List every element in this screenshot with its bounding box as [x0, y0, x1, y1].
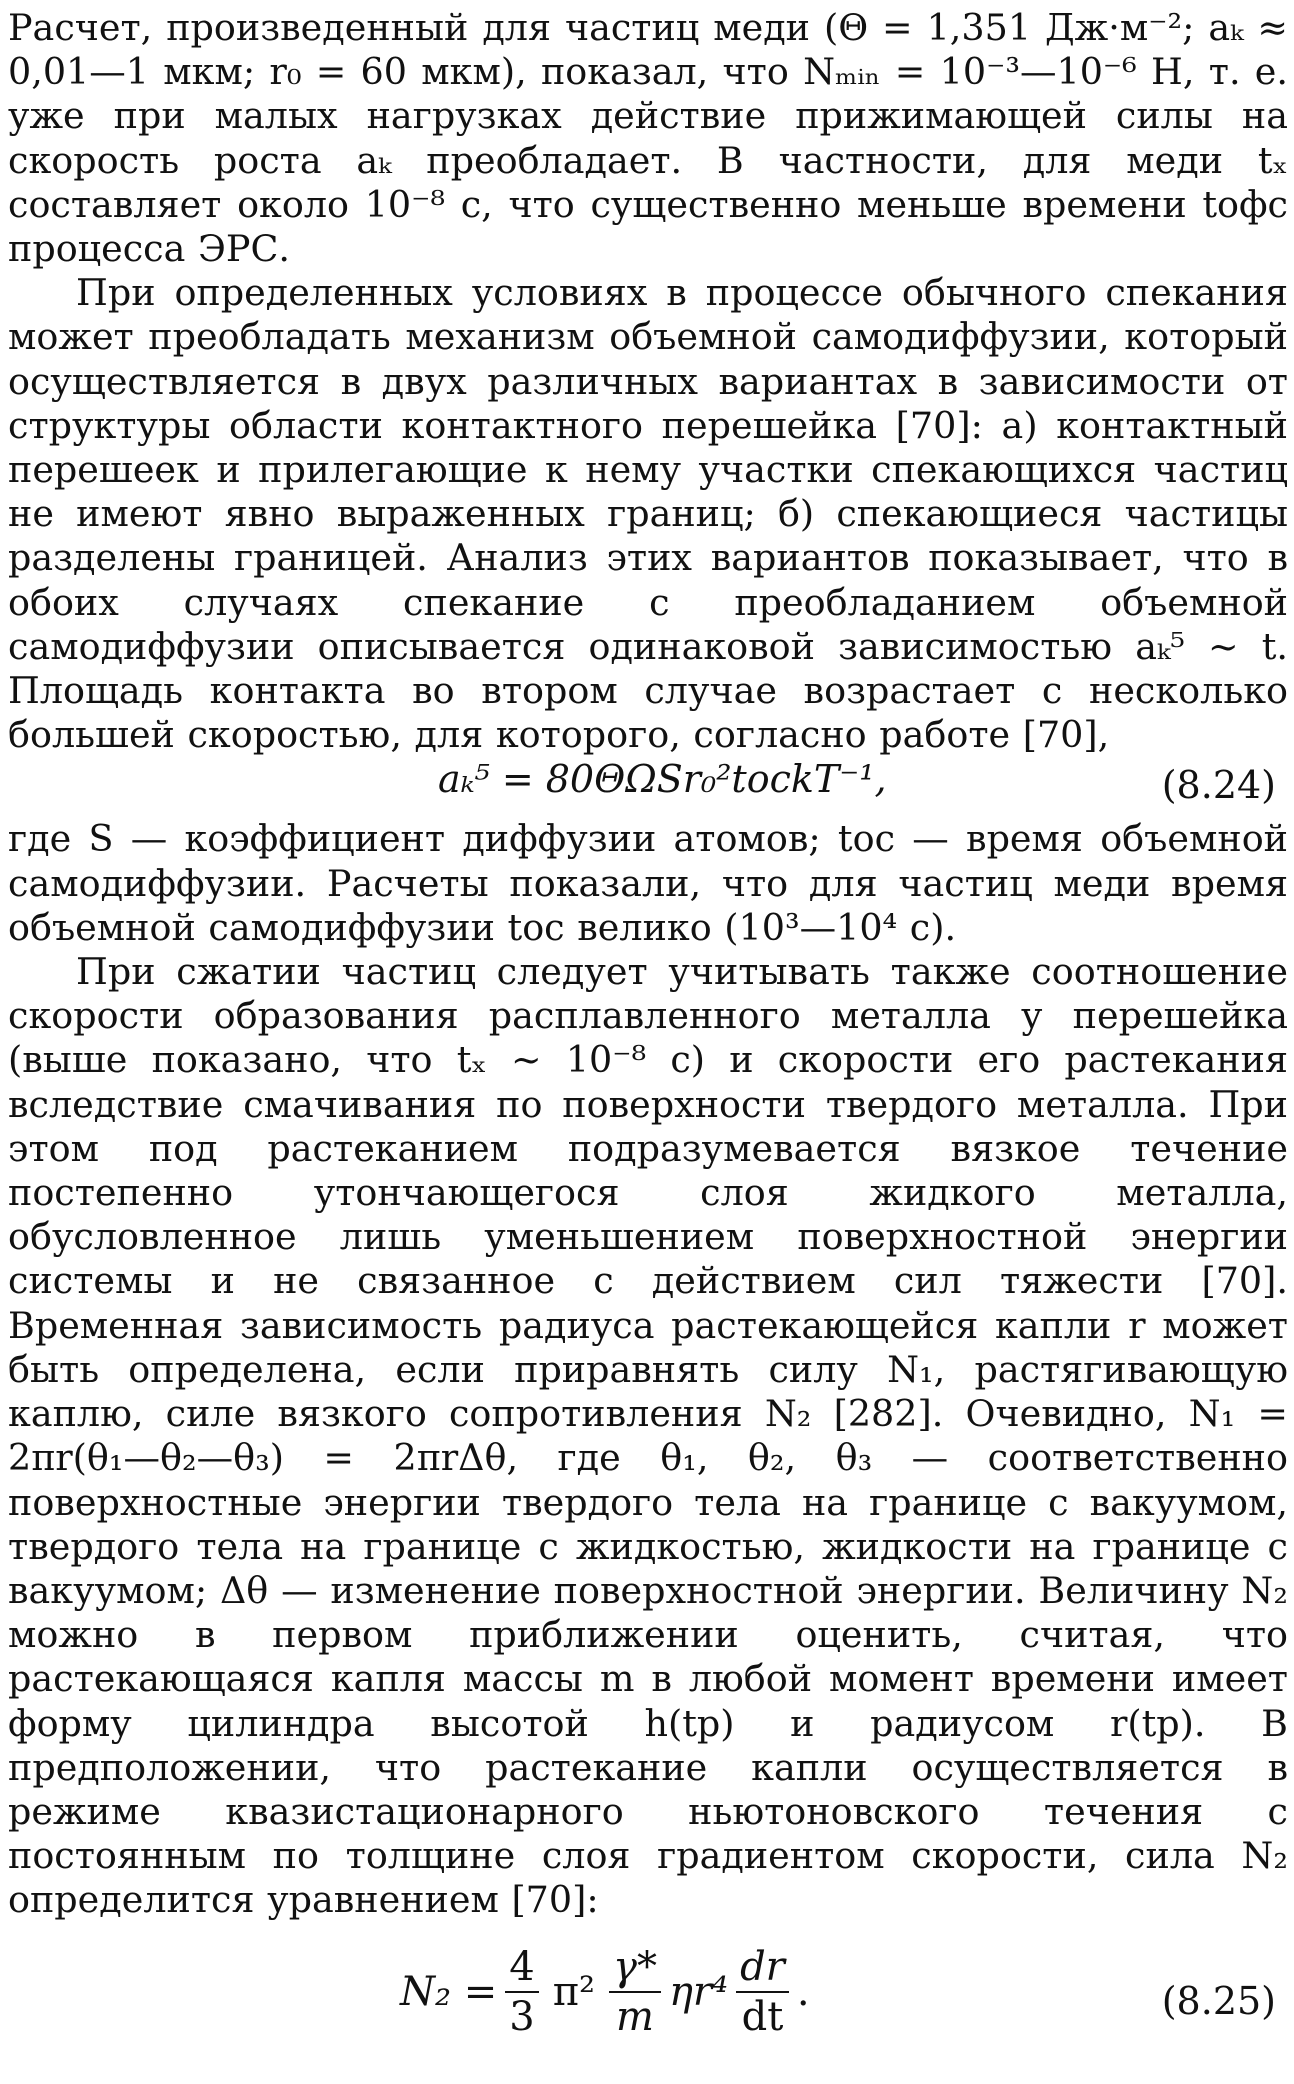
formula-8-25-period: .: [796, 1968, 810, 2015]
fraction-numerator: dr: [740, 1943, 785, 1990]
formula-8-25: [8, 1939, 1288, 2069]
formula-8-25-body: [400, 1943, 810, 2041]
formula-8-25-lhs: N₂ =: [400, 1968, 498, 2015]
paragraph-copper-calculation: Расчет, произведенный для частиц меди (Θ = 1,351 Дж·м⁻²; aₖ ≈ 0,01—1 мкм; r₀ = 60 мкм), показал, что Nₘᵢₙ = 10⁻³—10⁻⁶ Н, т. е. уже при малых нагрузках действие прижимающей силы на скорость роста aₖ преобладает. В частности, для меди tₓ составляет около 10⁻⁸ с, что существенно меньше времени tофс процесса ЭРС.: [8, 6, 1288, 271]
fraction-numerator: γ*: [613, 1943, 657, 1990]
fraction-denominator: 3: [509, 1993, 535, 2040]
formula-8-25-fraction-4-3: [505, 1943, 538, 2041]
formula-8-25-pi-squared: π²: [552, 1968, 596, 2015]
formula-8-25-eta-r4: ηr⁴: [668, 1968, 729, 2015]
formula-8-24-body: aₖ⁵ = 80ΘΩSr₀²tосkT⁻¹,: [438, 757, 887, 802]
fraction-numerator: 4: [509, 1943, 535, 1990]
formula-8-25-number: (8.25): [1161, 1978, 1276, 2023]
formula-8-25-fraction-gamma-m: [609, 1943, 661, 2041]
formula-8-25-fraction-dr-dt: [736, 1943, 789, 2041]
document-page: [8, 6, 1288, 2069]
paragraph-volume-self-diffusion: При определенных условиях в процессе обычного спекания может преобладать механизм объемной самодиффузии, который осуществляется в двух различных вариантах в зависимости от структуры области контактного перешейка [70]: а) контактный перешеек и прилегающие к нему участки спекающихся частиц не имеют явно выраженных границ; б) спекающиеся частицы разделены границей. Анализ этих вариантов показывает, что в обоих случаях спекание с преобладанием объемной самодиффузии описывается одинаковой зависимостью aₖ⁵ ~ t. Площадь контакта во втором случае возрастает с несколько большей скоростью, для которого, согласно работе [70],: [8, 271, 1288, 757]
formula-8-24: [8, 757, 1288, 817]
fraction-denominator: dt: [741, 1993, 784, 2040]
paragraph-diffusion-coefficient: где S — коэффициент диффузии атомов; tос — время объемной самодиффузии. Расчеты показали, что для частиц меди время объемной самодиффузии tос велико (10³—10⁴ с).: [8, 817, 1288, 949]
fraction-denominator: m: [616, 1993, 654, 2040]
paragraph-droplet-spreading: При сжатии частиц следует учитывать также соотношение скорости образования расплавленного металла у перешейка (выше показано, что tₓ ~ 10⁻⁸ с) и скорости его растекания вследствие смачивания по поверхности твердого металла. При этом под растеканием подразумевается вязкое течение постепенно утончающегося слоя жидкого металла, обусловленное лишь уменьшением поверхностной энергии системы и не связанное с действием сил тяжести [70]. Временная зависимость радиуса растекающейся капли r может быть определена, если приравнять силу N₁, растягивающую каплю, силе вязкого сопротивления N₂ [282]. Очевидно, N₁ = 2πr(θ₁—θ₂—θ₃) = 2πrΔθ, где θ₁, θ₂, θ₃ — соответственно поверхностные энергии твердого тела на границе с вакуумом, твердого тела на границе с жидкостью, жидкости на границе с вакуумом; Δθ — изменение поверхностной энергии. Величину N₂ можно в первом приближении оценить, считая, что растекающаяся капля массы m в любой момент времени имеет форму цилиндра высотой h(tр) и радиусом r(tр). В предположении, что растекание капли осуществляется в режиме квазистационарного ньютоновского течения с постоянным по толщине слоя градиентом скорости, сила N₂ определится уравнением [70]:: [8, 950, 1288, 1922]
formula-8-24-number: (8.24): [1161, 763, 1276, 808]
